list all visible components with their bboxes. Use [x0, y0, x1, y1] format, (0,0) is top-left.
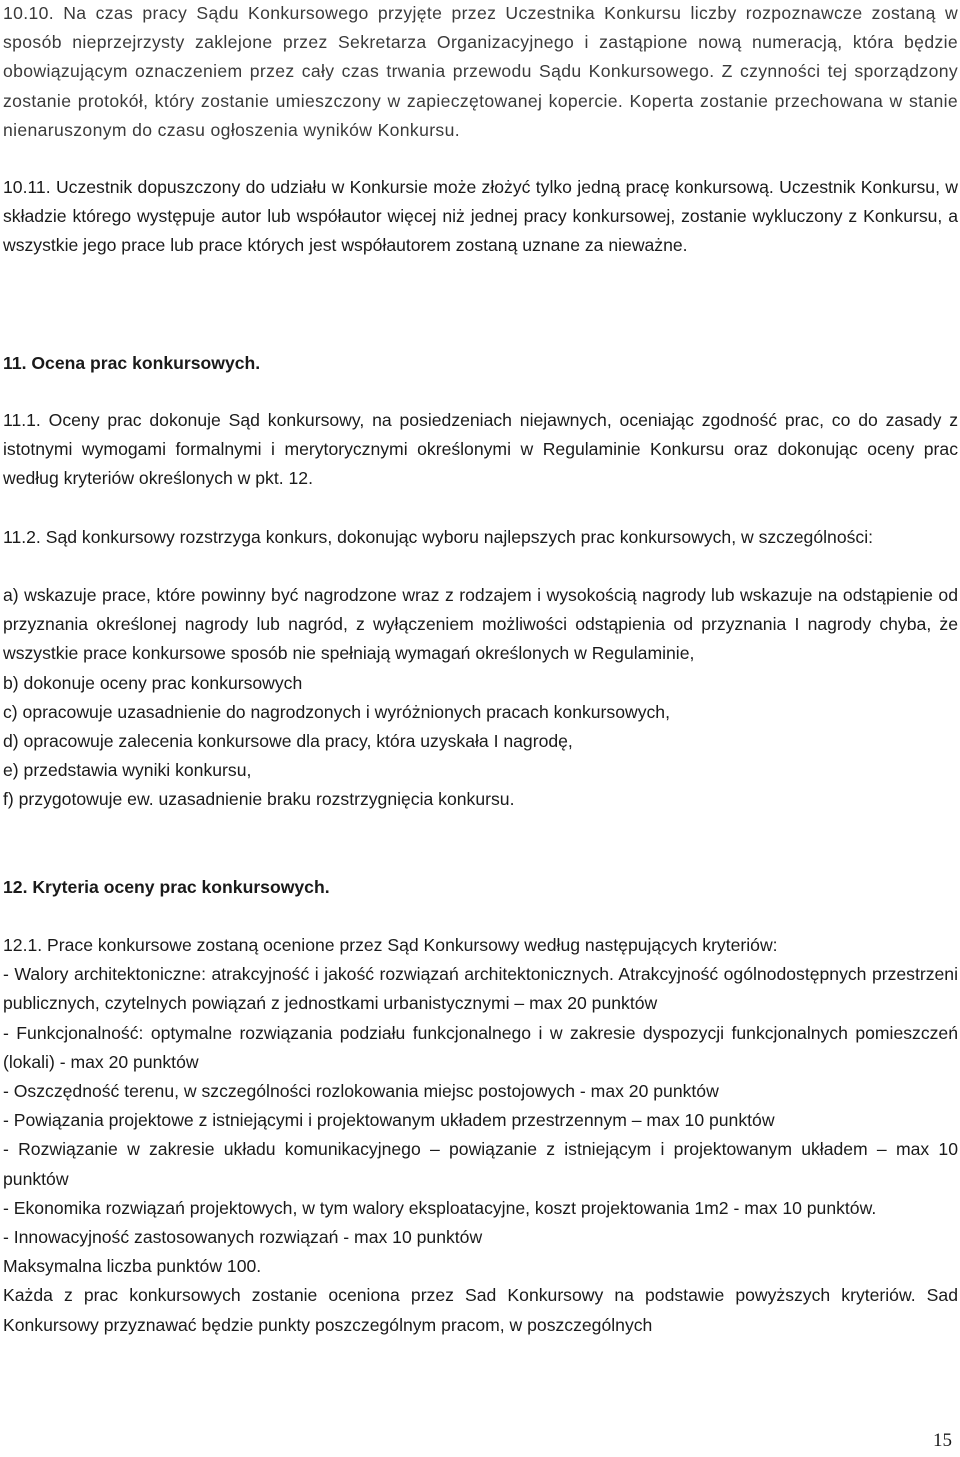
list-11-2 [3, 581, 958, 815]
heading-12: 12. Kryteria oceny prac konkursowych. [3, 877, 330, 897]
list-item: d) opracowuje zalecenia konkursowe dla pracy, która uzyskała I nagrodę, [3, 731, 573, 752]
paragraph-11-1: 11.1. Oceny prac dokonuje Sąd konkursowy, na posiedzeniach niejawnych, oceniając zgodność prac, co do zasady z istotnymi wymogami formalnymi i merytorycznymi określonymi w Regulaminie Konkursu oraz dokonując oceny prac według kryteriów określonych w pkt. 12. [3, 410, 958, 489]
list-item: b) dokonuje oceny prac konkursowych [3, 672, 303, 693]
list-item: c) opracowuje uzasadnienie do nagrodzonych i wyróżnionych pracach konkursowych, [3, 701, 670, 722]
criterion-item: - Walory architektoniczne: atrakcyjność i jakość rozwiązań architektonicznych. Atrakcyjność ogólnodostępnych przestrzeni publicznych, czytelnych powiązań z jednostkami urbanistycznymi – max 20 punktów [3, 964, 958, 1014]
closing-paragraph: Każda z prac konkursowych zostanie oceniona przez Sad Konkursowy na podstawie powyższych kryteriów. Sad Konkursowy przyznawać będzie punkty poszczególnym pracom, w poszczególnych [3, 1285, 958, 1335]
paragraph-11-2: 11.2. Sąd konkursowy rozstrzyga konkurs, dokonując wyboru najlepszych prac konkursowych, w szczególności: [3, 527, 873, 547]
max-points: Maksymalna liczba punktów 100. [3, 1256, 262, 1277]
list-item: a) wskazuje prace, które powinny być nagrodzone wraz z rodzajem i wysokością nagrody lub wskazuje na odstąpienie od przyznania określonej nagrody lub nagród, z wyłączeniem możliwości odstąpienia od przyznania I nagrody chyba, że wszystkie prace konkursowe sposób nie spełniają wymagań określonych w Regulaminie, [3, 585, 958, 664]
criterion-item: - Innowacyjność zastosowanych rozwiązań - max 10 punktów [3, 1227, 483, 1248]
criterion-item: - Funkcjonalność: optymalne rozwiązania podziału funkcjonalnego i w zakresie dyspozycji funkcjonalnych pomieszczeń (lokali) - max 20 punktów [3, 1022, 958, 1072]
list-item: e) przedstawia wyniki konkursu, [3, 760, 252, 781]
list-item: f) przygotowuje ew. uzasadnienie braku rozstrzygnięcia konkursu. [3, 789, 515, 810]
paragraph-10-10: 10.10. Na czas pracy Sądu Konkursowego przyjęte przez Uczestnika Konkursu liczby rozpoznawcze zostaną w sposób nieprzejrzysty zaklejone przez Sekretarza Organizacyjnego i zastąpione nową numeracją, która będzie obowiązującym oznaczeniem przez cały czas trwania przewodu Sądu Konkursowego. Z czynności tej sporządzony zostanie protokół, który zostanie umieszczony w zapieczętowanej kopercie. Koperta zostanie przechowana w stanie nienaruszonym do czasu ogłoszenia wyników Konkursu. [3, 3, 958, 140]
criterion-item: - Oszczędność terenu, w szczególności rozlokowania miejsc postojowych - max 20 punktów [3, 1081, 719, 1102]
page-number: 15 [933, 1430, 952, 1451]
criterion-item: - Rozwiązanie w zakresie układu komunikacyjnego – powiązanie z istniejącym i projektowanym układem – max 10 punktów [3, 1139, 958, 1189]
criterion-item: - Powiązania projektowe z istniejącymi i projektowanym układem przestrzennym – max 10 punktów [3, 1110, 775, 1131]
criteria-intro: 12.1. Prace konkursowe zostaną ocenione przez Sąd Konkursowy według następujących kryteriów: [3, 935, 778, 955]
paragraph-10-11: 10.11. Uczestnik dopuszczony do udziału w Konkursie może złożyć tylko jedną pracę konkursową. Uczestnik Konkursu, w składzie którego występuje autor lub współautor więcej niż jednej pracy konkursowej, zostanie wykluczony z Konkursu, a wszystkie jego prace lub prace których jest współautorem zostaną uznane za nieważne. [3, 177, 958, 256]
criterion-item: - Ekonomika rozwiązań projektowych, w tym walory eksploatacyjne, koszt projektowania 1m2 - max 10 punktów. [3, 1197, 877, 1218]
heading-11: 11. Ocena prac konkursowych. [3, 353, 261, 373]
criteria-list [3, 931, 958, 1340]
